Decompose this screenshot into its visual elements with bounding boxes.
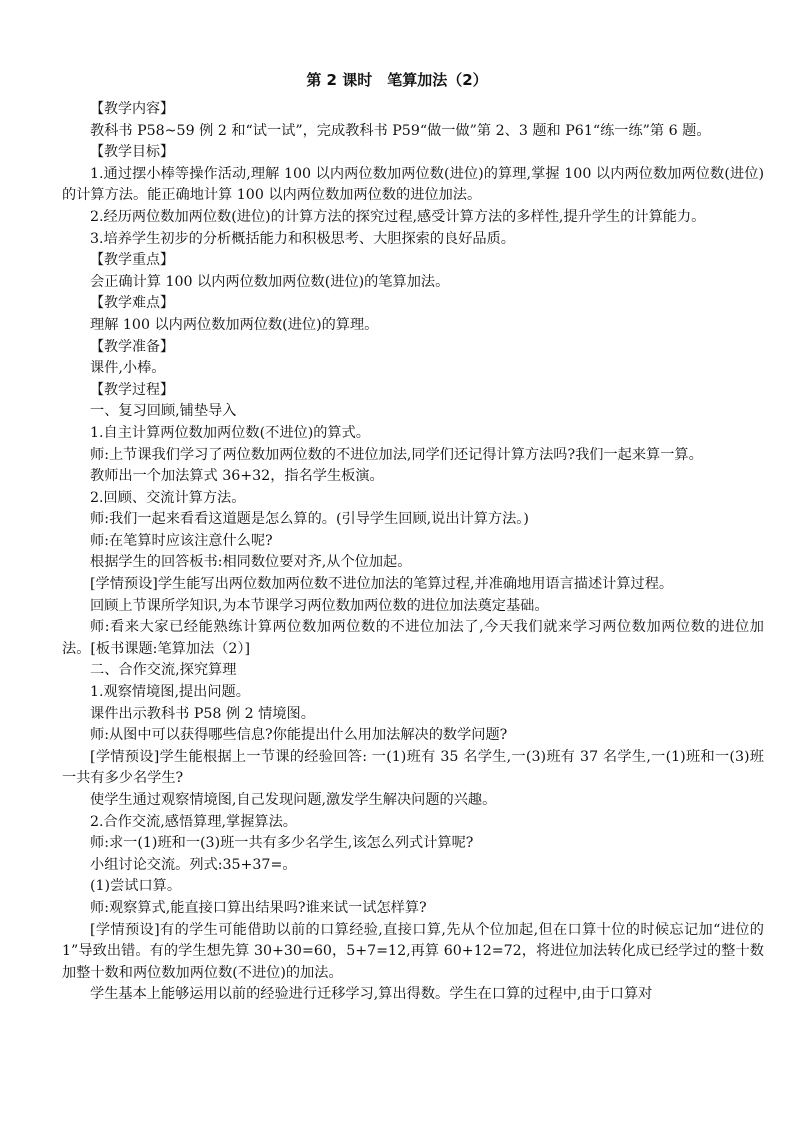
paragraph: 教科书 P58~59 例 2 和“试一试”，完成教科书 P59“做一做”第 2、3 题和 P61“练一练”第 6 题。 bbox=[90, 122, 711, 139]
document-body bbox=[62, 99, 764, 1006]
paragraph: 小组讨论交流。列式:35+37=。 bbox=[90, 856, 297, 873]
paragraph: 教师出一个加法算式 36+32，指名学生板演。 bbox=[90, 468, 384, 485]
page-title: 第 2 课时 笔算加法（2） bbox=[306, 71, 488, 89]
paragraph: [学情预设]有的学生可能借助以前的口算经验,直接口算,先从个位加起,但在口算十位的时候忘记加“进位的 1”导致出错。有的学生想先算 30+30=60，5+7=12,再算 60+12=72，将进位加法转化成已经学过的整十数加整十数和两位数加两位数(不进位)的加法。 bbox=[62, 921, 764, 981]
section-heading: 【教学准备】 bbox=[90, 338, 174, 355]
paragraph: 2.合作交流,感悟算理,掌握算法。 bbox=[90, 813, 297, 830]
section-heading: 【教学内容】 bbox=[90, 101, 174, 117]
paragraph: 1.自主计算两位数加两位数(不进位)的算式。 bbox=[90, 424, 370, 441]
paragraph: 1.观察情境图,提出问题。 bbox=[90, 684, 250, 701]
section-heading: 【教学目标】 bbox=[90, 144, 174, 161]
paragraph: 师:我们一起来看看这道题是怎么算的。(引导学生回顾,说出计算方法。) bbox=[90, 511, 529, 528]
paragraph: 回顾上节课所学知识,为本节课学习两位数加两位数的进位加法奠定基础。 bbox=[90, 597, 549, 614]
paragraph: 会正确计算 100 以内两位数加两位数(进位)的笔算加法。 bbox=[90, 273, 450, 290]
paragraph: 2.经历两位数加两位数(进位)的计算方法的探究过程,感受计算方法的多样性,提升学生的计算能力。 bbox=[90, 208, 706, 225]
section-heading: 【教学难点】 bbox=[90, 295, 174, 312]
paragraph: 师:在笔算时应该注意什么呢? bbox=[90, 532, 273, 549]
paragraph: [学情预设]学生能写出两位数加两位数不进位加法的笔算过程,并准确地用语言描述计算过程。 bbox=[90, 576, 674, 593]
paragraph: 师:看来大家已经能熟练计算两位数加两位数的不进位加法了,今天我们就来学习两位数加两位数的进位加法。[板书课题:笔算加法（2）] bbox=[62, 619, 764, 657]
paragraph: 师:从图中可以获得哪些信息?你能提出什么用加法解决的数学问题? bbox=[90, 727, 508, 744]
paragraph: 学生基本上能够运用以前的经验进行迁移学习,算出得数。学生在口算的过程中,由于口算对 bbox=[90, 986, 653, 1003]
paragraph: 师:求一(1)班和一(3)班一共有多少名学生,该怎么列式计算呢? bbox=[90, 835, 474, 852]
section-heading: 【教学重点】 bbox=[90, 252, 174, 269]
paragraph: 师:观察算式,能直接口算出结果吗?谁来试一试怎样算? bbox=[90, 899, 427, 916]
paragraph: 3.培养学生初步的分析概括能力和积极思考、大胆探索的良好品质。 bbox=[90, 230, 515, 247]
section-heading: 【教学过程】 bbox=[90, 381, 174, 398]
paragraph: 理解 100 以内两位数加两位数(进位)的算理。 bbox=[90, 316, 379, 333]
paragraph: 师:上节课我们学习了两位数加两位数的不进位加法,同学们还记得计算方法吗?我们一起来算一算。 bbox=[90, 446, 703, 463]
paragraph: 二、合作交流,探究算理 bbox=[90, 662, 237, 679]
paragraph: 2.回顾、交流计算方法。 bbox=[90, 489, 246, 506]
paragraph: 1.通过摆小棒等操作活动,理解 100 以内两位数加两位数(进位)的算理,掌握 100 以内两位数加两位数(进位)的计算方法。能正确地计算 100 以内两位数加两位数的进位加法。 bbox=[62, 165, 764, 204]
paragraph: 使学生通过观察情境图,自己发现问题,激发学生解决问题的兴趣。 bbox=[90, 792, 497, 808]
paragraph: (1)尝试口算。 bbox=[90, 878, 182, 895]
paragraph: 一、复习回顾,铺垫导入 bbox=[90, 403, 237, 420]
paragraph: 课件,小棒。 bbox=[90, 360, 166, 377]
paragraph: 课件出示教科书 P58 例 2 情境图。 bbox=[90, 705, 315, 722]
paragraph: [学情预设]学生能根据上一节课的经验回答: 一(1)班有 35 名学生,一(3)班有 37 名学生,一(1)班和一(3)班一共有多少名学生? bbox=[62, 748, 764, 787]
paragraph: 根据学生的回答板书:相同数位要对齐,从个位加起。 bbox=[90, 554, 412, 571]
